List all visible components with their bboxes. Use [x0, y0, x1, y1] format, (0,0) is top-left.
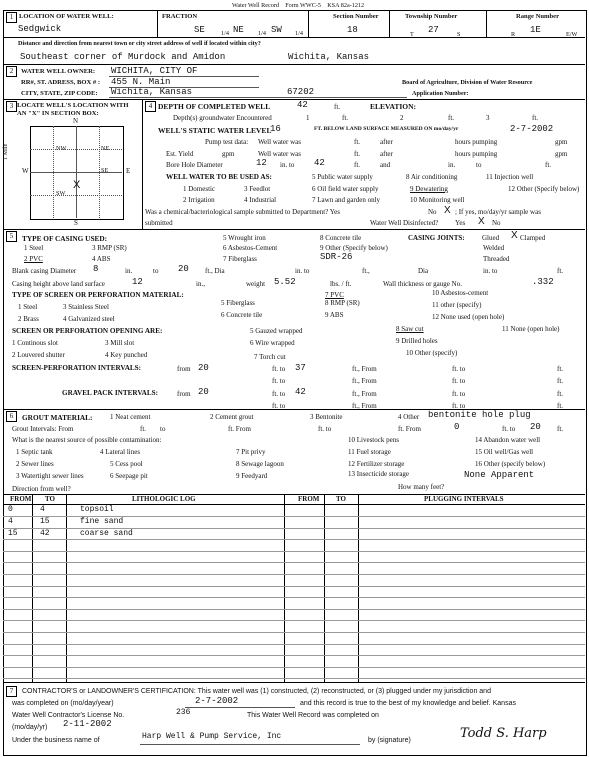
section-1-number: 1	[6, 12, 17, 23]
fraction-1: SE	[194, 25, 205, 35]
gravel-ftto-2: ft. to	[452, 390, 466, 398]
gw-2-ft: ft.	[448, 114, 455, 122]
grout-ft-2: ft.	[557, 425, 564, 433]
screen-ftto-3: ft. to	[272, 377, 286, 385]
source-fuel-storage[interactable]: 11 Fuel storage	[348, 448, 391, 456]
gravel-from-value: 20	[198, 387, 209, 397]
opening-torch-cut[interactable]: 7 Torch cut	[254, 353, 286, 361]
use-irrigation[interactable]: 2 Irrigation	[183, 196, 215, 204]
owner-value: WICHITA, CITY OF	[111, 66, 198, 76]
grout-label: GROUT MATERIAL:	[22, 413, 93, 422]
opening-gauzed[interactable]: 5 Gauzed wrapped	[250, 327, 303, 335]
nw-label: NW	[56, 145, 67, 152]
section-3-number: 3	[6, 101, 17, 112]
log-row-2-desc: fine sand	[80, 517, 124, 526]
township-value: 27	[428, 25, 439, 35]
log-rule	[3, 620, 585, 621]
opening-mill-slot[interactable]: 3 Mill slot	[105, 339, 135, 347]
log-rule	[3, 551, 585, 552]
log-rule	[3, 574, 585, 575]
static-label: WELL'S STATIC WATER LEVEL	[158, 126, 272, 135]
disinfected-no: No	[492, 219, 501, 227]
chemical-sample-label: Was a chemical/bacteriological sample submitted to Department? Yes	[145, 208, 340, 216]
use-feedlot[interactable]: 3 Feedlot	[244, 185, 271, 193]
opening-drilled[interactable]: 9 Drilled holes	[396, 337, 438, 345]
source-other[interactable]: 16 Other (specify below)	[475, 460, 546, 468]
source-insecticide[interactable]: 13 Insecticide storage	[348, 470, 410, 478]
opening-louvered[interactable]: 2 Louvered shutter	[12, 351, 65, 359]
source-sewage-lagoon[interactable]: 8 Sewage lagoon	[236, 460, 284, 468]
fraction-2: NE	[233, 25, 244, 35]
bore-to: to	[476, 161, 482, 169]
ww2-hours: hours pumping	[455, 150, 498, 158]
grout-bentonite[interactable]: 3 Bentonite	[310, 413, 343, 421]
bore-and: and	[380, 161, 391, 169]
distance-value: Southeast corner of Murdock and Amidon	[20, 52, 226, 62]
section-4-number: 4	[145, 101, 156, 112]
grout-other[interactable]: 4 Other	[398, 413, 420, 421]
log-rule	[3, 562, 585, 563]
se-label: SE	[101, 167, 109, 174]
log-rule	[3, 655, 585, 656]
casing-height-in: in.,	[196, 280, 205, 288]
section-box[interactable]	[30, 126, 124, 220]
wall-thickness-value: .332	[532, 277, 554, 287]
log-row-1-to: 4	[40, 505, 45, 514]
screen-stainless[interactable]: 3 Stainless Steel	[63, 303, 109, 311]
blank-to-value: 20	[178, 264, 189, 274]
well-water-2: Well water was	[258, 150, 301, 158]
casing-sdr: SDR-26	[320, 252, 353, 262]
opening-key-punched[interactable]: 4 Key punched	[105, 351, 148, 359]
section-number-value: 18	[347, 25, 358, 35]
blank-in-to-2: in. to	[483, 267, 498, 275]
distance-city: Wichita, Kansas	[288, 52, 370, 62]
south-label: S	[74, 219, 78, 227]
log-row-3-to: 42	[40, 529, 50, 538]
blank-casing-value: 8	[93, 264, 99, 274]
section-6-number: 6	[6, 411, 17, 422]
business-name: Harp Well & Pump Service, Inc	[142, 732, 282, 741]
gravel-ftto-3: ft. to	[272, 402, 286, 410]
range-ew: E/W	[566, 31, 578, 38]
weight-value: 5.52	[274, 277, 296, 287]
screen-pvc[interactable]: 7 PVC	[325, 291, 344, 299]
source-feedyard[interactable]: 9 Feedyard	[236, 472, 268, 480]
screen-ftto: ft. to	[272, 365, 286, 373]
township-s: S	[457, 31, 461, 38]
casing-joints-label: CASING JOINTS:	[408, 234, 465, 242]
log-row-1-desc: topsoil	[80, 505, 114, 514]
submitted-label: submitted	[145, 219, 173, 227]
section-2-number: 2	[6, 66, 17, 77]
record-completed-label: This Water Well Record was completed on	[247, 712, 379, 719]
board-label: Board of Agriculture, Division of Water Resource	[402, 79, 533, 86]
gravel-ftfrom-2: ft., From	[352, 402, 377, 410]
casing-rmp[interactable]: 3 RMP (SR)	[92, 244, 127, 252]
weight-label: weight	[246, 280, 266, 288]
quarter-1: 1/4	[221, 30, 229, 37]
bore-to-value: 42	[314, 158, 325, 168]
well-water-1: Well water was	[258, 138, 301, 146]
blank-casing-label: Blank casing Diameter	[12, 267, 77, 275]
grout-ft-1: ft.	[140, 425, 147, 433]
range-value: 1E	[530, 25, 541, 35]
source-pit-privy[interactable]: 7 Pit privy	[236, 448, 266, 456]
bore-in: in.	[448, 161, 456, 169]
record-date-label: (mo/day/yr)	[12, 724, 48, 731]
fraction-label: FRACTION	[162, 13, 198, 20]
ww1-gpm: gpm	[555, 138, 568, 146]
county-value: Sedgwick	[18, 24, 62, 34]
casing-height-value: 12	[132, 277, 143, 287]
depth-label: DEPTH OF COMPLETED WELL	[158, 102, 271, 111]
opening-continuous[interactable]: 1 Continous slot	[12, 339, 58, 347]
range-r: R	[511, 31, 516, 38]
bore-ft: ft.	[354, 161, 361, 169]
west-label: W	[22, 167, 29, 175]
log-row-3-from: 15	[8, 529, 18, 538]
screen-from-value: 20	[198, 363, 209, 373]
joint-threaded[interactable]: Threaded	[483, 255, 510, 263]
log-rule	[3, 667, 585, 668]
screen-fiberglass[interactable]: 5 Fiberglass	[221, 299, 255, 307]
screen-ft-2: ft.	[557, 377, 564, 385]
joint-welded[interactable]: Welded	[483, 244, 505, 252]
disinfected-mark: X	[478, 216, 485, 227]
groundwater-label: Depth(s) groundwater Encountered	[173, 114, 272, 122]
zip-value: 67202	[287, 87, 315, 97]
license-label: Water Well Contractor's License No.	[12, 712, 125, 719]
screen-ft: ft.	[557, 365, 564, 373]
joint-clamped[interactable]: Clamped	[520, 234, 546, 242]
source-sewer-lines[interactable]: 2 Sewer lines	[16, 460, 54, 468]
address-value: 455 N. Main	[111, 77, 171, 87]
section-5-number: 5	[6, 231, 17, 242]
completed-date: 2-7-2002	[195, 696, 239, 706]
casing-other[interactable]: 9 Other (Specify below)	[320, 244, 388, 252]
log-row-2-from: 4	[8, 517, 13, 526]
static-date: 2-7-2002	[510, 124, 554, 134]
ww1-ft: ft.	[354, 138, 361, 146]
gw-3-ft: ft.	[532, 114, 539, 122]
casing-steel[interactable]: 1 Steel	[24, 244, 44, 252]
application-label: Application Number:	[412, 90, 469, 97]
gravel-ftfrom: ft., From	[352, 390, 377, 398]
gravel-to-value: 42	[295, 387, 306, 397]
casing-pvc[interactable]: 2 PVC	[24, 255, 43, 263]
township-t: T	[410, 31, 414, 38]
gravel-ft-2: ft.	[557, 402, 564, 410]
screen-concrete[interactable]: 6 Concrete tile	[221, 311, 263, 319]
grout-ftfrom-2: ft. From	[398, 425, 421, 433]
quarter-2: 1/4	[258, 30, 266, 37]
casing-fiberglass[interactable]: 7 Fiberglass	[223, 255, 257, 263]
use-domestic[interactable]: 1 Domestic	[183, 185, 216, 193]
blank-dia: Dia	[418, 267, 429, 275]
section-7-number: 7	[6, 686, 17, 697]
use-injection-well[interactable]: 11 Injection well	[486, 173, 534, 181]
ww2-ft: ft.	[354, 150, 361, 158]
ww2-after: after	[380, 150, 393, 158]
elevation-label: ELEVATION:	[370, 102, 416, 111]
ww1-after: after	[380, 138, 393, 146]
certification-line-2a: was completed on (mo/day/year)	[12, 700, 114, 707]
disinfected-label: Water Well Disinfected?	[370, 219, 439, 227]
casing-asbestos[interactable]: 6 Asbestos-Cement	[223, 244, 278, 252]
log-header-to-2: TO	[336, 495, 346, 503]
casing-abs[interactable]: 4 ABS	[92, 255, 111, 263]
grout-intervals-label: Grout Intervals: From	[12, 425, 74, 433]
address-label: RR#, ST. ADRESS, BOX # :	[21, 79, 101, 86]
blank-in-to: in. to	[295, 267, 310, 275]
source-septic[interactable]: 1 Septic tank	[16, 448, 53, 456]
opening-other[interactable]: 10 Other (specify)	[406, 349, 458, 357]
use-monitoring[interactable]: 10 Monitoring well	[410, 196, 465, 204]
grout-cement-grout[interactable]: 2 Cement grout	[210, 413, 254, 421]
screen-brass[interactable]: 2 Brass	[18, 315, 39, 323]
range-label: Range Number	[516, 13, 560, 20]
log-rule	[3, 609, 585, 610]
pump-test-label: Pump test data:	[205, 138, 249, 146]
ne-label: NE	[101, 145, 110, 152]
blank-ft: ft.,	[362, 267, 370, 275]
log-rule	[3, 644, 585, 645]
bore-ft-2: ft.	[545, 161, 552, 169]
grout-neat-cement[interactable]: 1 Neat cement	[110, 413, 151, 421]
signature-label: by (signature)	[368, 737, 411, 744]
blank-in: in.	[125, 267, 133, 275]
use-air-conditioning[interactable]: 8 Air conditioning	[406, 173, 458, 181]
gw-2: 2	[400, 114, 404, 122]
sw-label: SW	[56, 190, 66, 197]
chem-no: No	[428, 208, 437, 216]
log-rule	[3, 539, 585, 540]
use-industrial[interactable]: 4 Industrial	[244, 196, 277, 204]
opening-none[interactable]: 11 None (open hole)	[502, 325, 560, 333]
log-header-from: FROM	[10, 495, 32, 503]
direction-label: Direction from well?	[12, 485, 71, 493]
how-many-feet-label: How many feet?	[398, 483, 445, 491]
citystate-value: Wichita, Kansas	[111, 87, 193, 97]
casing-concrete[interactable]: 8 Concrete tile	[320, 234, 362, 242]
log-rule	[3, 632, 585, 633]
business-name-label: Under the business name of	[12, 737, 100, 744]
screen-ftfrom: ft., From	[352, 365, 377, 373]
license-number: 236	[176, 708, 191, 717]
fraction-3: SW	[271, 25, 282, 35]
source-watertight-sewer[interactable]: 3 Watertight sewer lines	[16, 472, 84, 480]
form-title: Water Well Record Form WWC-5 KSA 82a-1212	[232, 2, 365, 9]
use-dewatering[interactable]: 9 Dewatering	[410, 185, 448, 193]
distance-label: Distance and direction from nearest town or city street address of well if located within city?	[18, 40, 261, 47]
location-label: LOCATION OF WATER WELL:	[19, 13, 114, 20]
blank-ft-2: ft.	[557, 267, 564, 275]
locate-label: LOCATE WELL'S LOCATION WITH AN "X" IN SECTION BOX:	[17, 102, 129, 117]
use-public-supply[interactable]: 5 Public water supply	[312, 173, 373, 181]
ww1-hours: hours pumping	[455, 138, 498, 146]
casing-wrought-iron[interactable]: 5 Wrought iron	[223, 234, 266, 242]
opening-label: SCREEN OR PERFORATION OPENING ARE:	[12, 327, 163, 335]
record-date: 2-11-2002	[63, 719, 112, 729]
certification-line-2b: and this record is true to the best of my knowledge and belief. Kansas	[300, 700, 516, 707]
use-lawn-garden[interactable]: 7 Lawn and garden only	[312, 196, 381, 204]
grout-ftto-2: ft. to	[502, 425, 516, 433]
source-none-value: None Apparent	[464, 470, 535, 480]
chem-tail: ; If yes, mo/day/yr sample was	[455, 208, 541, 216]
source-abandoned-well[interactable]: 14 Abandon water well	[475, 436, 541, 444]
casing-height-label: Casing height above land surface	[12, 280, 105, 288]
wall-thickness-label: Wall thickness or gauge No.	[383, 280, 462, 288]
screen-rmp[interactable]: 8 RMP (SR)	[325, 299, 360, 307]
log-header-lithologic: LITHOLOGIC LOG	[132, 495, 196, 503]
gw-1-ft: ft.	[342, 114, 349, 122]
log-rule	[3, 597, 585, 598]
depth-value: 42	[297, 100, 308, 110]
source-seepage-pit[interactable]: 6 Seepage pit	[110, 472, 148, 480]
screen-ftfrom-2: ft., From	[352, 377, 377, 385]
yield-gpm: gpm	[222, 150, 235, 158]
source-livestock[interactable]: 10 Livestock pens	[348, 436, 399, 444]
use-other[interactable]: 12 Other (Specify below)	[508, 185, 580, 193]
blank-ftdia: ft., Dia	[205, 267, 225, 275]
gravel-ft: ft.	[557, 390, 564, 398]
log-header-from-2: FROM	[298, 495, 320, 503]
grout-to-1: to	[160, 425, 166, 433]
screen-abs[interactable]: 9 ABS	[325, 311, 344, 319]
ww2-gpm: gpm	[555, 150, 568, 158]
north-label: N	[73, 117, 79, 125]
grout-other-value: bentonite hole plug	[428, 410, 531, 420]
screen-to-value: 37	[295, 363, 306, 373]
joint-glued[interactable]: Glued	[482, 234, 500, 242]
grout-to-value: 20	[530, 422, 541, 432]
screen-ftto-2: ft. to	[452, 365, 466, 373]
gravel-from: from	[177, 390, 191, 398]
gw-1: 1	[306, 114, 310, 122]
grout-ftto-1: ft. to	[318, 425, 332, 433]
screen-intervals-label: SCREEN-PERFORATION INTERVALS:	[12, 364, 142, 372]
log-row-1-from: 0	[8, 505, 13, 514]
log-row-2-to: 15	[40, 517, 50, 526]
use-oil-field[interactable]: 6 Oil field water supply	[312, 185, 379, 193]
citystate-label: CITY, STATE, ZIP CODE:	[21, 90, 98, 97]
contamination-label: What is the nearest source of possible contamination:	[12, 436, 162, 444]
screen-none[interactable]: 12 None used (open hole)	[432, 313, 505, 321]
disinfected-yes: Yes	[455, 219, 466, 227]
certification-line-1: CONTRACTOR'S or LANDOWNER'S CERTIFICATION: This water well was (1) constructed, (2) reconstructed, or (3) plugged under my jurisdiction and	[22, 688, 491, 695]
screen-ftto-4: ft. to	[452, 377, 466, 385]
screen-asbestos[interactable]: 10 Asbestos-cement	[432, 289, 489, 297]
chem-no-mark: X	[444, 205, 451, 216]
township-label: Township Number	[405, 13, 458, 20]
gw-3: 3	[486, 114, 490, 122]
source-cess-pool[interactable]: 5 Cess pool	[110, 460, 143, 468]
signature: Todd S. Harp	[460, 726, 547, 741]
screen-from: from	[177, 365, 191, 373]
log-header-to: TO	[45, 495, 55, 503]
blank-to: to	[153, 267, 159, 275]
bore-in-to: in. to	[280, 161, 295, 169]
use-label: WELL WATER TO BE USED AS:	[166, 173, 272, 181]
yield-label: Est. Yield	[166, 150, 194, 158]
log-rule	[3, 586, 585, 587]
static-suffix: FT. BELOW LAND SURFACE MEASURED ON mo/day/yr	[314, 126, 459, 132]
depth-ft: ft.	[334, 103, 341, 111]
well-location-mark: X	[73, 179, 81, 191]
owner-label: WATER WELL OWNER:	[21, 68, 96, 75]
screen-material-label: TYPE OF SCREEN OR PERFORATION MATERIAL:	[12, 291, 184, 299]
grout-from-value: 0	[454, 422, 460, 432]
opening-saw-cut[interactable]: 8 Saw cut	[396, 325, 424, 333]
mile-label: 1 Mile	[2, 143, 9, 160]
screen-steel[interactable]: 1 Steel	[18, 303, 38, 311]
section-number-label: Section Number	[333, 13, 379, 20]
weight-units: lbs. / ft.	[330, 280, 352, 288]
bore-label: Bore Hole Diameter	[166, 161, 223, 169]
casing-label: TYPE OF CASING USED:	[22, 234, 108, 243]
source-fertilizer[interactable]: 12 Fertilizer storage	[348, 460, 405, 468]
log-row-3-desc: coarse sand	[80, 529, 133, 538]
gravel-ftto-4: ft. to	[452, 402, 466, 410]
source-oil-gas-well[interactable]: 15 Oil well/Gas well	[475, 448, 534, 456]
screen-galvanized[interactable]: 4 Galvanized steel	[63, 315, 115, 323]
screen-other[interactable]: 11 other (specify)	[432, 301, 482, 309]
static-value: 16	[270, 124, 281, 134]
gravel-ftto: ft. to	[272, 390, 286, 398]
grout-ftfrom-1: ft. From	[228, 425, 251, 433]
quarter-3: 1/4	[295, 30, 303, 37]
log-rule	[3, 678, 585, 679]
east-label: E	[126, 167, 131, 175]
log-header-plugging: PLUGGING INTERVALS	[424, 495, 504, 503]
opening-wire-wrapped[interactable]: 6 Wire wrapped	[250, 339, 295, 347]
bore-value: 12	[256, 158, 267, 168]
gravel-label: GRAVEL PACK INTERVALS:	[62, 389, 158, 397]
joint-mark: X	[511, 230, 518, 241]
source-lateral-lines[interactable]: 4 Lateral lines	[100, 448, 141, 456]
